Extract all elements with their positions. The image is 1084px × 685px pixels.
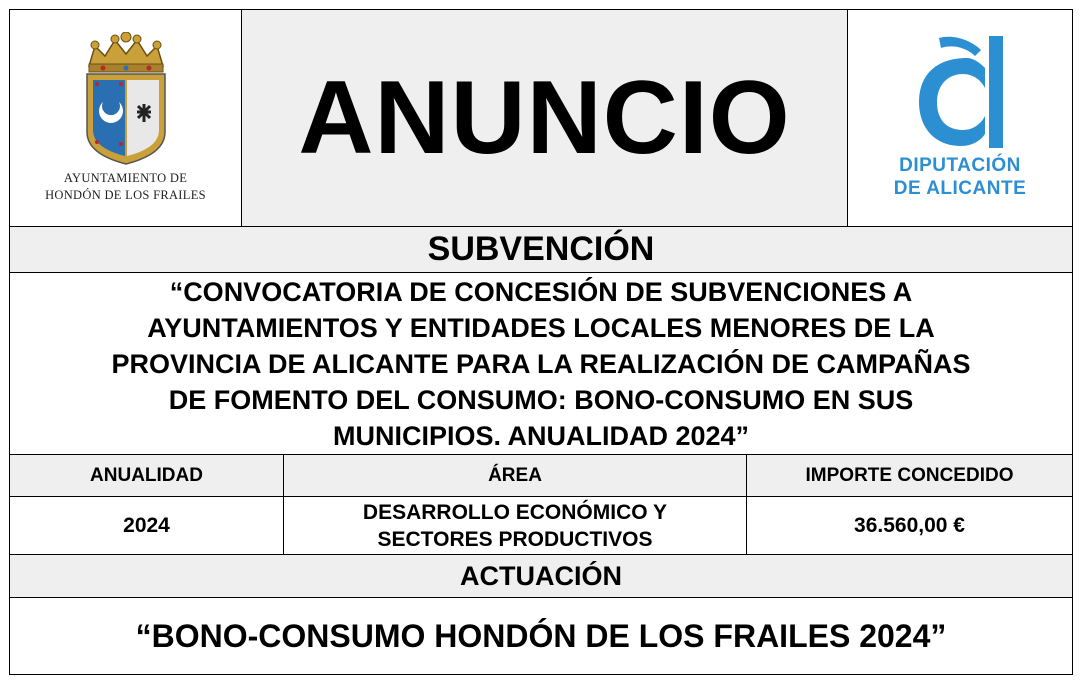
announcement-sheet xyxy=(9,9,1073,675)
header-row xyxy=(10,10,1072,227)
convocatoria-line: AYUNTAMIENTOS Y ENTIDADES LOCALES MENORES DE LA xyxy=(147,312,935,343)
header-anualidad: ANUALIDAD xyxy=(10,455,284,496)
header-importe: IMPORTE CONCEDIDO xyxy=(805,464,1014,486)
diputacion-name xyxy=(894,154,1027,200)
cell-area-line1: DESARROLLO ECONÓMICO Y xyxy=(362,500,668,524)
diputacion-logo-block xyxy=(848,10,1072,226)
convocatoria-line: DE FOMENTO DEL CONSUMO: BONO-CONSUMO EN SUS xyxy=(168,384,914,415)
actuacion-text: “BONO-CONSUMO HONDÓN DE LOS FRAILES 2024” xyxy=(135,617,947,654)
convocatoria-line: PROVINCIA DE ALICANTE PARA LA REALIZACIÓN DE CAMPAÑAS xyxy=(111,348,971,379)
ayuntamiento-name-line2: HONDÓN DE LOS FRAILES xyxy=(45,188,206,202)
diputacion-name-line2: DE ALICANTE xyxy=(893,178,1027,199)
page-title: ANUNCIO xyxy=(298,59,791,176)
ayuntamiento-name xyxy=(45,170,206,204)
coat-of-arms-icon xyxy=(81,32,171,166)
convocatoria-line: MUNICIPIOS. ANUALIDAD 2024” xyxy=(332,420,750,451)
convocatoria-text xyxy=(101,274,980,454)
cell-importe: 36.560,00 € xyxy=(854,514,965,537)
cell-area-line2: SECTORES PRODUCTIVOS xyxy=(377,527,653,551)
header-area: ÁREA xyxy=(284,455,747,496)
cell-area xyxy=(284,497,747,554)
table-row xyxy=(10,497,1072,555)
ayuntamiento-logo-block xyxy=(10,10,242,226)
subvencion-band xyxy=(10,227,1072,273)
subvencion-heading: SUBVENCIÓN xyxy=(427,230,655,268)
actuacion-band xyxy=(10,555,1072,598)
diputacion-name-line1: DIPUTACIÓN xyxy=(899,155,1021,176)
actuacion-heading: ACTUACIÓN xyxy=(460,560,622,591)
diputacion-a-logo-icon xyxy=(905,36,1015,148)
table-header-row xyxy=(10,455,1072,497)
cell-anualidad: 2024 xyxy=(10,497,284,554)
convocatoria-block xyxy=(10,273,1072,455)
convocatoria-line: “CONVOCATORIA DE CONCESIÓN DE SUBVENCIONES A xyxy=(169,276,913,307)
actuacion-block xyxy=(10,598,1072,674)
title-block xyxy=(242,10,848,226)
ayuntamiento-name-line1: AYUNTAMIENTO DE xyxy=(63,171,188,185)
